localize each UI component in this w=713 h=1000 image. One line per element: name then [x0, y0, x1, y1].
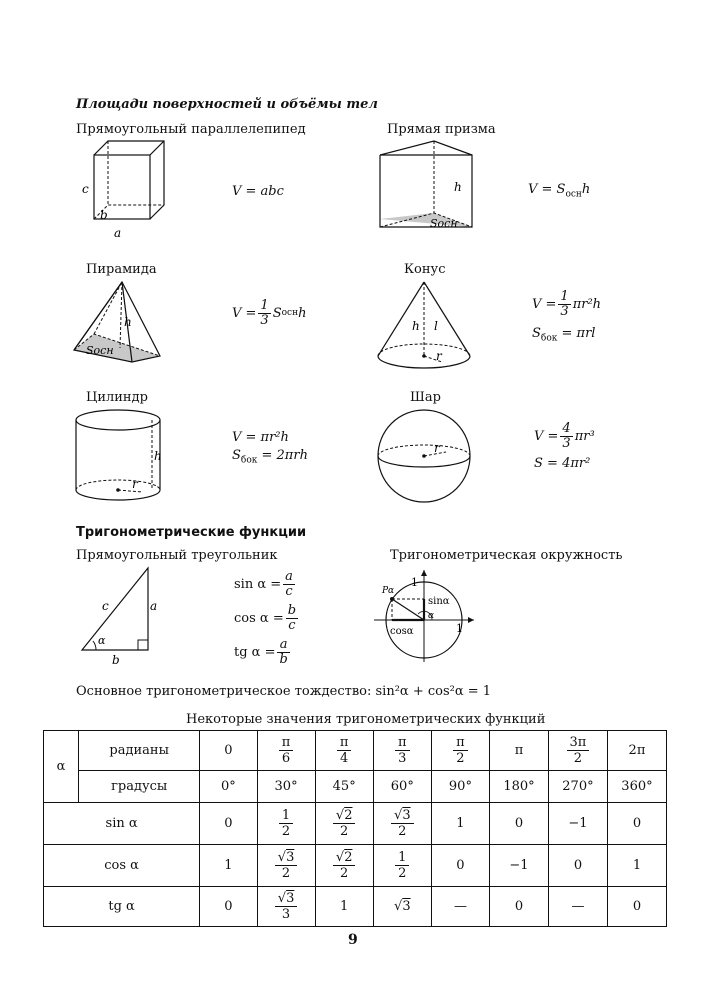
cone-formula-volume: V = $\frac{1}{3}$ πr²h	[532, 288, 602, 319]
circle-label-sin: sinα	[428, 596, 450, 607]
tg-val: √3	[373, 887, 431, 927]
tg-formula: tg α = $\frac{a}{b}$	[234, 636, 288, 667]
circle-label-one-right: 1	[456, 622, 463, 635]
sphere-label-r: r	[434, 441, 440, 455]
sphere-formula-volume: V = $\frac{4}{3}$ πr³	[534, 420, 595, 451]
sin-val: 1	[431, 803, 489, 845]
triangle-label-b: b	[112, 653, 120, 667]
sin-label: sin α	[44, 803, 200, 845]
cos-val: −1	[490, 845, 549, 887]
prism-formula: $V = S_{осн}h$	[528, 182, 591, 200]
deg-90: 90°	[431, 771, 489, 803]
deg-30: 30°	[257, 771, 315, 803]
section-title-volumes: Площади поверхностей и объёмы тел	[76, 97, 378, 112]
circle-caption: Тригонометрическая окружность	[390, 548, 623, 563]
cylinder-label-r: r	[132, 477, 138, 491]
triangle-label-a: a	[150, 599, 158, 613]
sphere-formula-surface: S = 4πr²	[534, 456, 591, 471]
box-label-a: a	[114, 226, 122, 240]
tg-val: $\frac{√3}{3}$	[257, 887, 315, 927]
cone-label-h: h	[412, 319, 420, 333]
cone-formula-lateral: $S_{бок} = \pi rl$	[532, 326, 596, 344]
table-row-sin	[44, 803, 667, 845]
circle-label-alpha: α	[428, 611, 435, 621]
radians-label: радианы	[79, 731, 200, 771]
box-formula: V = abc	[232, 184, 284, 199]
tg-val: —	[548, 887, 607, 927]
box-figure	[70, 135, 180, 245]
sin-formula: sin α = $\frac{a}{c}$	[234, 568, 293, 599]
sin-val: 0	[490, 803, 549, 845]
sin-val: −1	[548, 803, 607, 845]
pyramid-label-base: Sосн	[86, 344, 114, 357]
prism-label-h: h	[454, 180, 462, 194]
cos-val: $\frac{1}{2}$	[373, 845, 431, 887]
cone-caption: Конус	[404, 262, 446, 277]
circle-label-p: Pα	[382, 586, 395, 596]
triangle-caption: Прямоугольный треугольник	[76, 548, 278, 563]
box-label-b: b	[100, 208, 108, 222]
sin-val: 0	[607, 803, 666, 845]
table-row-tg	[44, 887, 667, 927]
alpha-header: α	[44, 731, 79, 803]
tg-label: tg α	[44, 887, 200, 927]
cos-val: $\frac{√2}{2}$	[315, 845, 373, 887]
cos-val: $\frac{√3}{2}$	[257, 845, 315, 887]
deg-0: 0°	[200, 771, 257, 803]
rad-2pi: 2π	[607, 731, 666, 771]
cos-val: 0	[548, 845, 607, 887]
table-title: Некоторые значения тригонометрических функций	[186, 712, 546, 727]
rad-0: 0	[200, 731, 257, 771]
trig-values-table	[43, 730, 667, 927]
sin-val: $\frac{√2}{2}$	[315, 803, 373, 845]
table-row-radians	[44, 731, 667, 771]
cone-label-r: r	[436, 349, 442, 363]
deg-60: 60°	[373, 771, 431, 803]
tg-val: 1	[315, 887, 373, 927]
pyramid-label-h: h	[124, 315, 132, 329]
cylinder-figure	[70, 404, 175, 510]
tg-val: 0	[607, 887, 666, 927]
cylinder-formula-volume: V = πr²h	[232, 430, 289, 445]
circle-label-one-top: 1	[411, 576, 418, 589]
deg-270: 270°	[548, 771, 607, 803]
page-number: 9	[348, 932, 358, 948]
rad-3pi2: $\frac{3\pi}{2}$	[548, 731, 607, 771]
tg-val: 0	[490, 887, 549, 927]
deg-360: 360°	[607, 771, 666, 803]
prism-label-base: Sосн	[430, 217, 458, 230]
sin-val: $\frac{√3}{2}$	[373, 803, 431, 845]
prism-figure	[370, 135, 500, 235]
rad-pi6: $\frac{\pi}{6}$	[257, 731, 315, 771]
rad-pi2: $\frac{\pi}{2}$	[431, 731, 489, 771]
triangle-label-c: c	[102, 599, 109, 613]
sin-val: 0	[200, 803, 257, 845]
sphere-figure	[372, 404, 476, 508]
pyramid-figure	[68, 276, 173, 371]
box-label-c: c	[82, 182, 89, 196]
trig-identity: Основное тригонометрическое тождество: sin²α + cos²α = 1	[76, 684, 492, 699]
degrees-label: градусы	[79, 771, 200, 803]
sphere-caption: Шар	[410, 390, 441, 405]
cone-label-l: l	[434, 319, 438, 333]
triangle-label-alpha: α	[98, 634, 106, 647]
cylinder-formula-lateral: $S_{бок} = 2\pi rh$	[232, 448, 308, 466]
cone-figure	[370, 276, 480, 376]
circle-label-cos: cosα	[390, 626, 414, 637]
cos-val: 1	[607, 845, 666, 887]
section-title-trig: Тригонометрические функции	[76, 525, 307, 540]
triangle-figure	[76, 562, 166, 668]
box-caption: Прямоугольный параллелепипед	[76, 122, 306, 137]
tg-val: 0	[200, 887, 257, 927]
tg-val: —	[431, 887, 489, 927]
cylinder-caption: Цилиндр	[86, 390, 148, 405]
rad-pi: π	[490, 731, 549, 771]
cylinder-label-h: h	[154, 449, 162, 463]
deg-180: 180°	[490, 771, 549, 803]
rad-pi3: $\frac{\pi}{3}$	[373, 731, 431, 771]
sin-val: $\frac{1}{2}$	[257, 803, 315, 845]
trig-circle-figure	[370, 566, 480, 666]
pyramid-formula: V = $\frac{1}{3}$ S осн h	[232, 297, 307, 328]
prism-caption: Прямая призма	[387, 122, 496, 137]
table-row-cos	[44, 845, 667, 887]
cos-val: 1	[200, 845, 257, 887]
cos-formula: cos α = $\frac{b}{c}$	[234, 602, 297, 633]
cos-val: 0	[431, 845, 489, 887]
deg-45: 45°	[315, 771, 373, 803]
rad-pi4: $\frac{\pi}{4}$	[315, 731, 373, 771]
pyramid-caption: Пирамида	[86, 262, 157, 277]
cos-label: cos α	[44, 845, 200, 887]
table-row-degrees	[44, 771, 667, 803]
